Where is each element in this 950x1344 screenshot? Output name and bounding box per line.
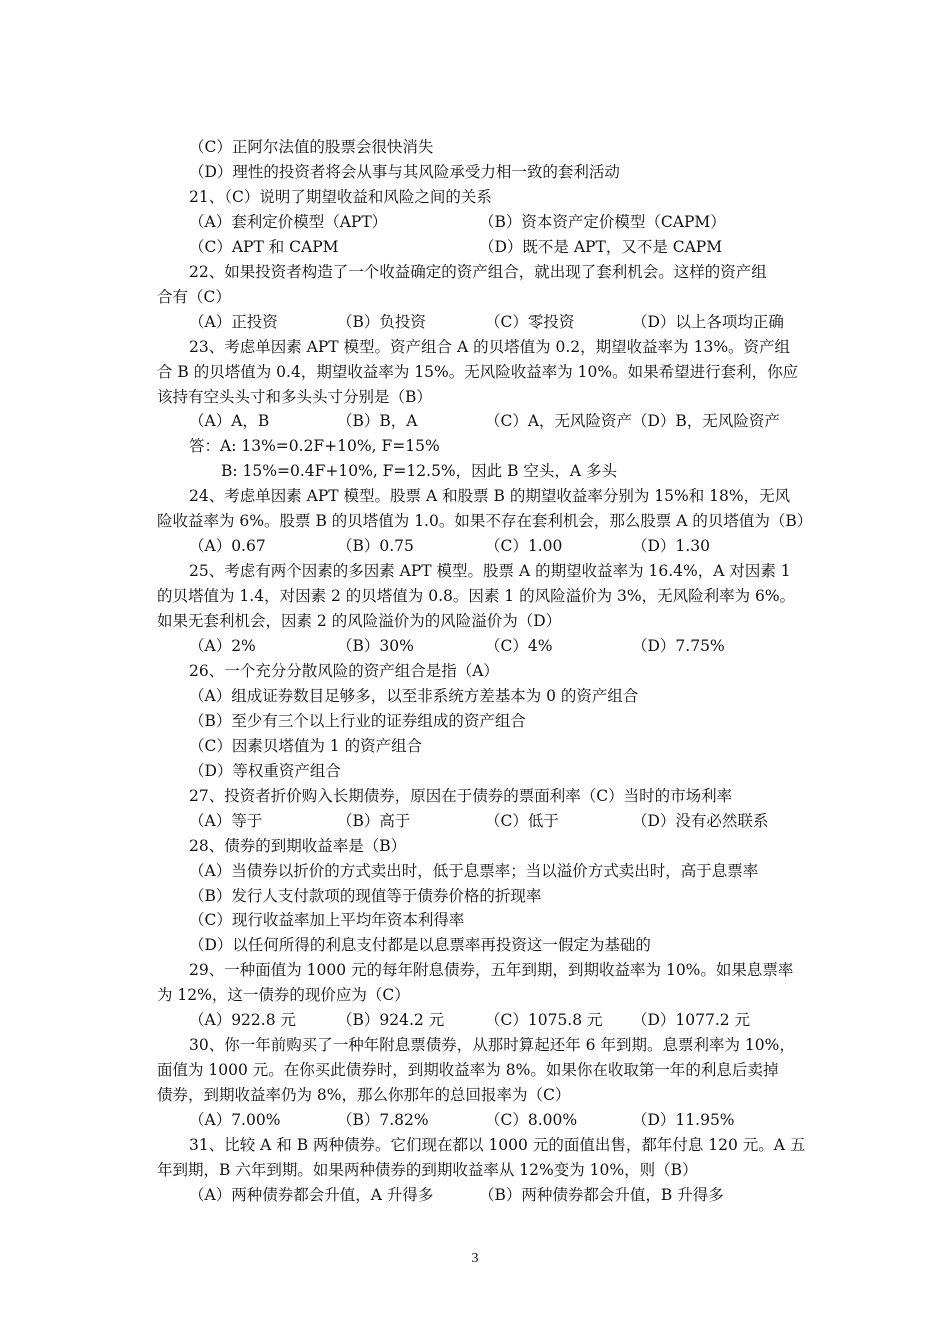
answer-option: （C）零投资 [485, 312, 575, 331]
answer-option: （B）高于 [337, 811, 411, 830]
text-line: （B）至少有三个以上行业的证券组成的资产组合 [189, 711, 526, 730]
text-line: 该持有空头头寸和多头头寸分别是（B） [157, 387, 432, 406]
answer-option: （A）2% [189, 637, 256, 655]
text-line: （A）组成证券数目足够多，以至非系统方差基本为 0 的资产组合 [189, 686, 639, 705]
text-line: 答：A: 13%=0.2F+10%, F=15% [189, 437, 440, 456]
text-line: （C）因素贝塔值为 1 的资产组合 [189, 736, 423, 755]
answer-option: （A）套利定价模型（APT） [189, 212, 388, 231]
text-line: 22、如果投资者构造了一个收益确定的资产组合，就出现了套利机会。这样的资产组 [189, 262, 767, 281]
text-line: 28、债券的到期收益率是（B） [189, 836, 407, 855]
text-line: 30、你一年前购买了一种年附息票债券，从那时算起还年 6 年到期。息票利率为 10%， [189, 1036, 795, 1055]
answer-option: （C）4% [485, 637, 553, 655]
text-line: 29、一种面值为 1000 元的每年附息债券，五年到期，到期收益率为 10%。如果息票率 [189, 961, 794, 980]
text-line: （D）以任何所得的利息支付都是以息票率再投资这一假定为基础的 [189, 936, 651, 955]
answer-option: （B）B，A [337, 412, 418, 431]
answer-option: （A）7.00% [189, 1111, 281, 1130]
answer-option: （D）既不是 APT，又不是 CAPM [479, 237, 723, 256]
answer-option: （A）正投资 [189, 312, 278, 331]
answer-option: （D）7.75% [632, 637, 725, 655]
answer-option: （D）1.30 [632, 537, 710, 556]
answer-option: （A）两种债券都会升值，A 升得多 [189, 1185, 434, 1204]
answer-option: （B）924.2 元 [337, 1011, 445, 1030]
text-line: （C）现行收益率加上平均年资本利得率 [189, 911, 465, 930]
text-line: 合 B 的贝塔值为 0.4，期望收益率为 15%。无风险收益率为 10%。如果希望进行套利，你应 [157, 362, 799, 381]
text-line: 25、考虑有两个因素的多因素 APT 模型。股票 A 的期望收益率为 16.4%，A 对因素 1 [189, 562, 791, 581]
text-line: 23、考虑单因素 APT 模型。资产组合 A 的贝塔值为 0.2，期望收益率为 13%。资产组 [189, 337, 791, 356]
answer-option: （D）1077.2 元 [632, 1011, 751, 1030]
text-line: 26、一个充分分散风险的资产组合是指（A） [189, 661, 499, 680]
answer-option: （A）等于 [189, 811, 263, 830]
text-line: 31、比较 A 和 B 两种债券。它们现在都以 1000 元的面值出售，都年付息 120 元。A 五 [189, 1136, 806, 1154]
answer-option: （D）B，无风险资产 [632, 412, 780, 431]
text-line: B: 15%=0.4F+10%, F=12.5%，因此 B 空头，A 多头 [221, 462, 618, 481]
text-line: 年到期，B 六年到期。如果两种债券的到期收益率从 12%变为 10%，则（B） [157, 1160, 698, 1179]
answer-option: （B）0.75 [337, 537, 414, 556]
answer-option: （B）两种债券都会升值，B 升得多 [479, 1185, 724, 1204]
answer-option: （D）以上各项均正确 [632, 312, 784, 331]
page-number: 3 [471, 1251, 479, 1266]
text-line: 27、投资者折价购入长期债券，原因在于债券的票面利率（C）当时的市场利率 [189, 786, 733, 805]
answer-option: （C）A，无风险资产 [485, 412, 633, 431]
answer-option: （B）负投资 [337, 312, 426, 331]
answer-option: （C）1075.8 元 [485, 1011, 603, 1030]
text-line: （D）等权重资产组合 [189, 761, 341, 780]
text-line: （D）理性的投资者将会从事与其风险承受力相一致的套利活动 [189, 162, 620, 181]
answer-option: （C）低于 [485, 811, 559, 830]
text-line: （C）正阿尔法值的股票会很快消失 [189, 138, 434, 156]
answer-option: （C）APT 和 CAPM [189, 237, 339, 256]
text-line: 21、（C）说明了期望收益和风险之间的关系 [189, 187, 492, 206]
text-line: 的贝塔值为 1.4，对因素 2 的贝塔值为 0.8。因素 1 的风险溢价为 3%，无风险利率为 6%。 [157, 587, 796, 606]
text-line: （B）发行人支付款项的现值等于债券价格的折现率 [189, 886, 542, 905]
answer-option: （A）0.67 [189, 537, 266, 556]
text-line: 面值为 1000 元。在你买此债券时，到期收益率为 8%。如果你在收取第一年的利息后卖掉 [157, 1061, 779, 1080]
answer-option: （B）30% [337, 637, 414, 655]
answer-option: （A）922.8 元 [189, 1011, 296, 1030]
answer-option: （C）8.00% [485, 1111, 578, 1130]
text-line: 24、考虑单因素 APT 模型。股票 A 和股票 B 的期望收益率分别为 15%和 18%，无风 [189, 487, 791, 506]
text-line: 合有（C） [157, 287, 231, 306]
text-line: （A）当债券以折价的方式卖出时，低于息票率；当以溢价方式卖出时，高于息票率 [189, 861, 759, 880]
answer-option: （D）没有必然联系 [632, 811, 769, 830]
answer-option: （B）资本资产定价模型（CAPM） [479, 212, 726, 231]
text-line: 险收益率为 6%。股票 B 的贝塔值为 1.0。如果不存在套利机会，那么股票 A 的贝塔值为（B） [157, 512, 813, 531]
text-line: 为 12%，这一债券的现价应为（C） [157, 986, 410, 1005]
text-line: 如果无套利机会，因素 2 的风险溢价为的风险溢价为（D） [157, 612, 562, 631]
answer-option: （D）11.95% [632, 1111, 735, 1130]
answer-option: （A）A，B [189, 412, 270, 431]
text-line: 债券，到期收益率仍为 8%，那么你那年的总回报率为（C） [157, 1086, 571, 1105]
answer-option: （B）7.82% [337, 1111, 429, 1130]
answer-option: （C）1.00 [485, 537, 563, 556]
